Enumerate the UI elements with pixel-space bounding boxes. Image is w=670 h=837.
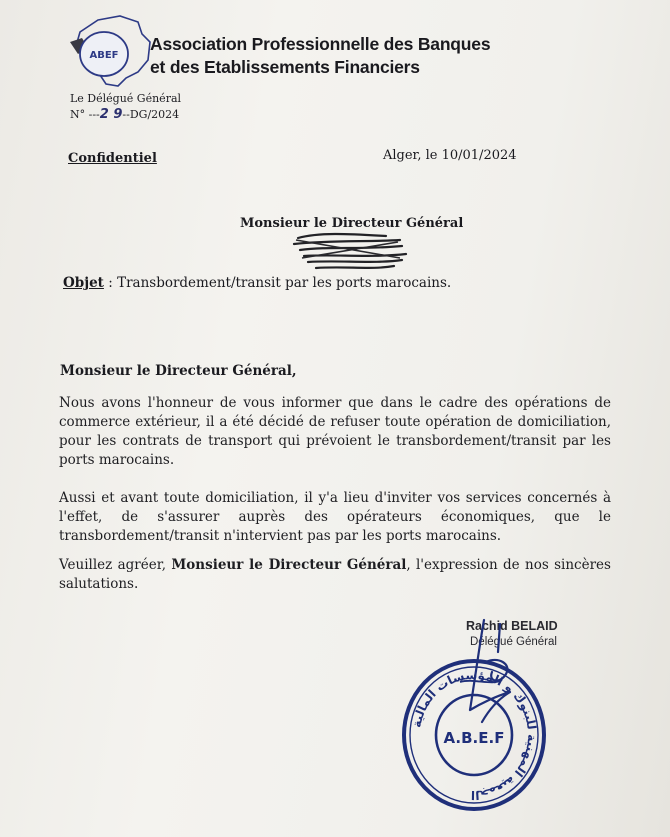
organization-name-line-2: et des Etablissements Financiers — [150, 57, 420, 77]
reference-handwritten-number: 2 9 — [99, 107, 123, 122]
organization-name-line-1: Association Professionnelle des Banques — [150, 34, 491, 54]
sender-title: Le Délégué Général — [70, 92, 182, 105]
salutation: Monsieur le Directeur Général, — [60, 363, 297, 379]
handwritten-signature — [440, 612, 550, 742]
subject-label: Objet — [63, 275, 104, 291]
body-paragraph-1: Nous avons l'honneur de vous informer que dans le cadre des opérations de commerce extérieur, il a été décidé de refuser toute opération de domiciliation, pour les contrats de transport qui prévoient le transbordement/transit par les ports marocains. — [59, 395, 611, 468]
subject-text: Transbordement/transit par les ports marocains. — [117, 275, 452, 291]
reference-number — [70, 107, 179, 122]
confidential-label: Confidentiel — [68, 151, 157, 166]
closing-addressee: Monsieur le Directeur Général — [171, 557, 407, 573]
closing-paragraph — [59, 556, 611, 594]
closing-text-before: Veuillez agréer, — [59, 557, 172, 573]
svg-text:الجمعية المهنية للبنوك و المؤس: الجمعية المهنية للبنوك و المؤسسات المالية — [409, 667, 540, 803]
subject-separator: : — [103, 275, 118, 291]
subject-line — [63, 275, 451, 291]
reference-prefix: N° --- — [70, 108, 100, 121]
abef-logo-icon — [68, 12, 154, 92]
reference-suffix: --DG/2024 — [122, 108, 180, 121]
signatory-name: Rachid BELAID — [466, 619, 558, 633]
body-paragraph-2: Aussi et avant toute domiciliation, il y'a lieu d'inviter vos services concernés à l'effet, de s'assurer auprès des opérateurs économiques, que le transbordement/transit n'intervient pas par les ports marocains. — [59, 490, 611, 544]
place-date: Alger, le 10/01/2024 — [383, 148, 517, 163]
svg-text:ABEF: ABEF — [89, 50, 119, 61]
signatory-title: Délégué Général — [470, 636, 557, 648]
closing-text-after: , l'expression de nos sincères salutations. — [59, 557, 611, 592]
svg-text:A.B.E.F: A.B.E.F — [443, 729, 505, 747]
addressee: Monsieur le Directeur Général — [240, 216, 464, 231]
redaction-scribble — [290, 228, 410, 274]
